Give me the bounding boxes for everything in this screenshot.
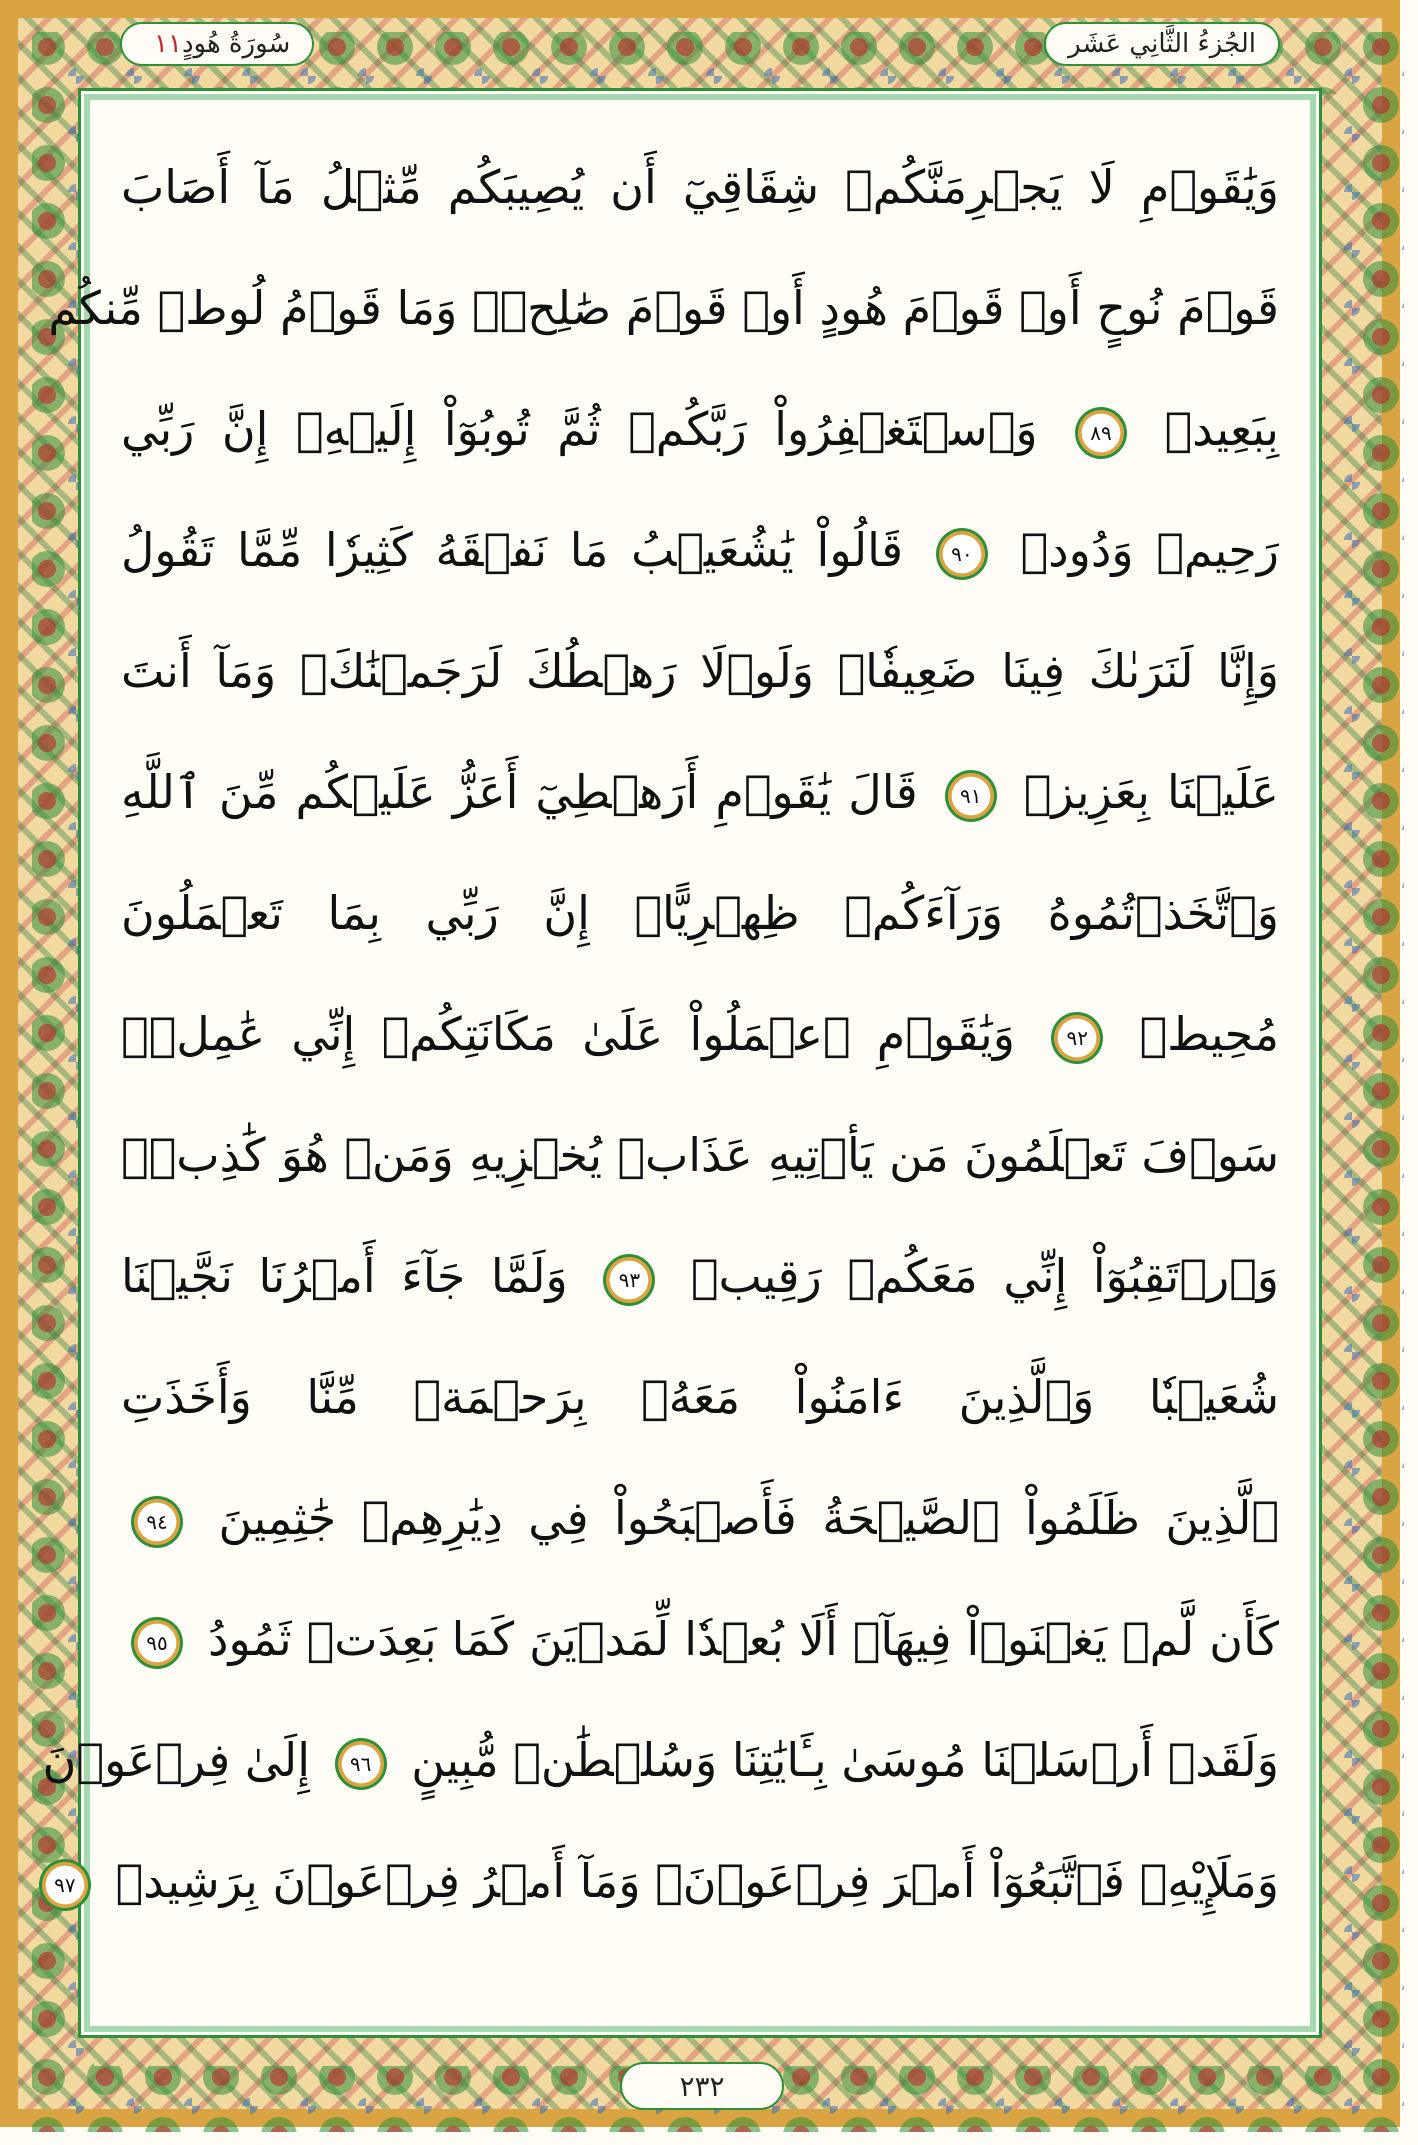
surah-label: سُورَةُ هُودٍ: [181, 29, 291, 59]
ayah-number-marker: ٩٦: [335, 1738, 387, 1790]
text-line: [121, 127, 1279, 248]
line-text: وَلَقَدۡ أَرۡسَلۡنَا مُوسَىٰ بِـَٔايَٰتِنَا وَسُلۡطَٰنٖ مُّبِينٍ: [411, 1733, 1279, 1787]
ayah-number-marker: ٩٢: [1051, 1012, 1103, 1064]
line-text: ٱلَّذِينَ ظَلَمُواْ ٱلصَّيۡحَةُ فَأَصۡبَحُواْ فِي دِيَٰرِهِمۡ جَٰثِمِينَ: [218, 1491, 1280, 1545]
ayah-number-marker: ٩١: [945, 770, 997, 822]
page-number: ٢٣٢: [679, 2069, 725, 2103]
line-text: شُعَيۡبٗا وَٱلَّذِينَ ءَامَنُواْ مَعَهُۥ بِرَحۡمَةٖ مِّنَّا وَأَخَذَتِ: [121, 1370, 1279, 1424]
ayah-number-marker: ٩٠: [936, 528, 988, 580]
line-text: رَحِيمٞ وَدُودٞ: [1020, 523, 1280, 577]
text-line: [48, 248, 1279, 369]
text-line: [121, 1579, 1279, 1700]
line-text-after: وَٱسۡتَغۡفِرُواْ رَبَّكُمۡ ثُمَّ تُوبُوٓاْ إِلَيۡهِۚ إِنَّ رَبِّي: [121, 402, 1038, 456]
line-text-after: قَالَ يَٰقَوۡمِ أَرَهۡطِيٓ أَعَزُّ عَلَيۡكُم مِّنَ ٱللَّهِ: [121, 765, 918, 819]
line-text: وَإِنَّا لَنَرَىٰكَ فِينَا ضَعِيفٗاۖ وَلَوۡلَا رَهۡطُكَ لَرَجَمۡنَٰكَۖ وَمَآ أَنتَ: [121, 644, 1279, 698]
line-text: وَيَٰقَوۡمِ لَا يَجۡرِمَنَّكُمۡ شِقَاقِيٓ أَن يُصِيبَكُم مِّثۡلُ مَآ أَصَابَ: [121, 160, 1279, 214]
line-text: وَمَلَإِيْهِۦ فَٱتَّبَعُوٓاْ أَمۡرَ فِرۡعَوۡنَۖ وَمَآ أَمۡرُ فِرۡعَوۡنَ بِرَشِيدٖ: [115, 1854, 1279, 1908]
text-line: [121, 974, 1279, 1095]
text-line: [121, 1337, 1279, 1458]
juz-label-badge: [1044, 22, 1280, 66]
line-text-after: قَالُواْ يَٰشُعَيۡبُ مَا نَفۡقَهُ كَثِيرٗا مِّمَّا تَقُولُ: [121, 523, 904, 577]
text-line: [121, 490, 1279, 611]
ayah-number-marker: ٨٩: [1075, 407, 1127, 459]
text-line: [42, 1700, 1279, 1821]
text-line: [121, 611, 1279, 732]
line-text: سَوۡفَ تَعۡلَمُونَ مَن يَأۡتِيهِ عَذَابٞ يُخۡزِيهِ وَمَنۡ هُوَ كَٰذِبٞۖ: [121, 1128, 1279, 1182]
line-text: وَٱتَّخَذۡتُمُوهُ وَرَآءَكُمۡ ظِهۡرِيًّاۖ إِنَّ رَبِّي بِمَا تَعۡمَلُونَ: [121, 886, 1279, 940]
text-line: [121, 1458, 1279, 1579]
verse-lines: [42, 127, 1280, 1942]
surah-number: ١١: [154, 29, 182, 59]
text-line: [121, 1216, 1279, 1337]
line-text-after: إِلَىٰ فِرۡعَوۡنَ: [42, 1733, 310, 1787]
page-header: [120, 20, 1280, 70]
ayah-number-marker: ٩٣: [603, 1254, 655, 1306]
line-text: مُحِيطٞ: [1139, 1007, 1279, 1061]
quran-text-panel: [42, 88, 1322, 2038]
text-line: [121, 1095, 1279, 1216]
ayah-number-marker: ٩٥: [131, 1617, 183, 1669]
line-text: عَلَيۡنَا بِعَزِيزٖ: [1023, 765, 1280, 819]
line-text: وَٱرۡتَقِبُوٓاْ إِنِّي مَعَكُمۡ رَقِيبٞ: [690, 1249, 1279, 1303]
juz-label: الجُزءُ الثَّانِي عَشَر: [1068, 29, 1256, 59]
text-line: [121, 853, 1279, 974]
text-line: [54, 1821, 1279, 1942]
page-number-badge: [620, 2062, 784, 2110]
ayah-number-marker: ٩٤: [131, 1496, 183, 1548]
text-line: [121, 369, 1279, 490]
text-line: [121, 732, 1279, 853]
ayah-number-marker: ٩٧: [39, 1859, 91, 1911]
line-text: كَأَن لَّمۡ يَغۡنَوۡاْ فِيهَآۗ أَلَا بُعۡدٗا لِّمَدۡيَنَ كَمَا بَعِدَتۡ ثَمُودُ: [207, 1612, 1279, 1666]
surah-label-badge: [120, 22, 314, 66]
line-text-after: وَلَمَّا جَآءَ أَمۡرُنَا نَجَّيۡنَا: [121, 1249, 568, 1303]
line-text: قَوۡمَ نُوحٍ أَوۡ قَوۡمَ هُودٍ أَوۡ قَوۡمَ صَٰلِحٖۚ وَمَا قَوۡمُ لُوطٖ مِّنكُم: [48, 281, 1279, 335]
line-text: بِبَعِيدٖ: [1164, 402, 1279, 456]
line-text-after: وَيَٰقَوۡمِ ٱعۡمَلُواْ عَلَىٰ مَكَانَتِكُمۡ إِنِّي عَٰمِلٞۖ: [121, 1007, 1015, 1061]
